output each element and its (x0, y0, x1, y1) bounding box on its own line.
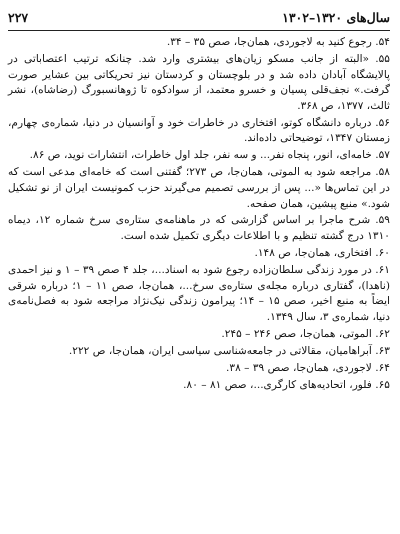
endnote: ۵۸. مراجعه شود به الموتی، همان‌جا، ص ۲۷۳؛ گفتنی است که خامه‌ای مدعی است که در این تماس‌ها «... پس از بررسی تصمیم می‌گیرند حزب کمونیست ایران از نو تشکیل شود.» منبع پیشین، همان صفحه. (8, 166, 390, 210)
endnote-text: «البته از جانب مسکو زیان‌های بیشتری وارد شد. چنانکه ترتیب اعتصاباتی در پالایشگاه آبادان داده شد و در بلوچستان و کردستان نیز تحریکاتی بین عشایر صورت گرفت.» نجف‌قلی پسیان و خسرو معتمد، از سوادکوه تا ژوهانسبورگ (رضاشاه)، نشر ثالث، ۱۳۷۷، ص ۳۶۸. (8, 52, 390, 112)
endnotes-list (8, 35, 390, 393)
endnote: ۶۱. در مورد زندگی سلطان‌زاده رجوع شود به اسناد...، جلد ۴ صص ۳۹ – ۱ و نیز احمدی (ناهدا)، گفتاری درباره مجله‌ی ستاره‌ی سرخ...، همان‌جا، صص ۱۱ – ۱؛ درباره شرقی ایضاً به منبع اخیر، صص ۱۵ – ۱۴؛ پیرامون زندگی نیک‌نژاد مراجعه شود به فصل‌نامه‌ی دنیا، شماره‌ی ۳، سال ۱۳۴۹. (8, 264, 390, 323)
endnote-text: مراجعه شود به الموتی، همان‌جا، ص ۲۷۳؛ گفتنی است که خامه‌ای مدعی است که در این تماس‌ها «... پس از بررسی تصمیم می‌گیرند حزب کمونیست ایران از نو تشکیل شود.» منبع پیشین، همان صفحه. (8, 166, 390, 210)
endnote-text: فلور، اتحادیه‌های کارگری...، صص ۸۱ – ۸۰. (183, 378, 372, 391)
page-header (8, 0, 390, 31)
endnote-number: ۵۴ (378, 36, 390, 48)
endnote: ۵۷. خامه‌ای، انور، پنجاه نفر... و سه نفر، جلد اول خاطرات، انتشارات نوید، ص ۸۶. (29, 149, 390, 162)
endnote-text: افتخاری، همان‌جا، ص ۱۴۸. (254, 247, 372, 260)
endnote-number: ۵۵ (378, 52, 390, 65)
endnote-number: ۵۹ (378, 214, 390, 227)
endnote-number: ۶۵ (378, 378, 390, 391)
page-number: ۲۲۷ (8, 9, 29, 25)
endnote: ۶۲. الموتی، همان‌جا، صص ۲۴۶ – ۲۴۵. (221, 327, 390, 340)
endnote: ۵۴. رجوع کنید به لاجوردی، همان‌جا، صص ۳۵ – ۳۴. (166, 36, 390, 48)
endnote-number: ۶۰ (378, 247, 390, 260)
endnote-number: ۵۶ (378, 116, 390, 129)
endnote-text: آبراهامیان، مقالاتی در جامعه‌شناسی سیاسی ایران، همان‌جا، ص ۲۲۲. (68, 344, 372, 357)
endnote: ۶۴. لاجوردی، همان‌جا، صص ۳۹ – ۳۸. (226, 361, 390, 374)
endnote-text: شرح ماجرا بر اساس گزارشی که در ماهنامه‌ی ستاره‌ی سرخ شماره ۱۲، دیماه ۱۳۱۰ درج گشته تنظیم و با اطلاعات دیگری تکمیل شده است. (8, 214, 390, 243)
endnote: ۶۳. آبراهامیان، مقالاتی در جامعه‌شناسی سیاسی ایران، همان‌جا، ص ۲۲۲. (68, 344, 390, 357)
endnote: ۵۹. شرح ماجرا بر اساس گزارشی که در ماهنامه‌ی ستاره‌ی سرخ شماره ۱۲، دیماه ۱۳۱۰ درج گشته تنظیم و با اطلاعات دیگری تکمیل شده است. (8, 214, 390, 243)
endnote-text: درباره دانشگاه کوتو، افتخاری در خاطرات خود و آوانسیان در دنیا، شماره‌ی چهارم، زمستان ۱۳۴۷، توضیحاتی داده‌اند. (8, 116, 390, 145)
endnote-number: ۵۸ (378, 166, 390, 179)
endnote: ۵۵. «البته از جانب مسکو زیان‌های بیشتری وارد شد. چنانکه ترتیب اعتصاباتی در پالایشگاه آبادان داده شد و در بلوچستان و کردستان نیز تحریکاتی بین عشایر صورت گرفت.» نجف‌قلی پسیان و خسرو معتمد، از سوادکوه تا ژوهانسبورگ (رضاشاه)، نشر ثالث، ۱۳۷۷، ص ۳۶۸. (8, 52, 390, 112)
endnote-text: رجوع کنید به لاجوردی، همان‌جا، صص ۳۵ – ۳۴. (166, 36, 372, 48)
endnote-number: ۶۴ (378, 361, 390, 374)
running-title: سال‌های ۱۳۲۰–۱۳۰۲ (282, 9, 390, 25)
endnote: ۶۰. افتخاری، همان‌جا، ص ۱۴۸. (254, 247, 390, 260)
endnote-text: لاجوردی، همان‌جا، صص ۳۹ – ۳۸. (226, 361, 372, 374)
endnote-number: ۶۱ (378, 264, 390, 277)
endnote-text: الموتی، همان‌جا، صص ۲۴۶ – ۲۴۵. (221, 327, 372, 340)
endnote-number: ۵۷ (378, 149, 390, 162)
endnote-text: در مورد زندگی سلطان‌زاده رجوع شود به اسناد...، جلد ۴ صص ۳۹ – ۱ و نیز احمدی (ناهدا)، گفتاری درباره مجله‌ی ستاره‌ی سرخ...، همان‌جا، صص ۱۱ – ۱؛ درباره شرقی ایضاً به منبع اخیر، صص ۱۵ – ۱۴؛ پیرامون زندگی نیک‌نژاد مراجعه شود به فصل‌نامه‌ی دنیا، شماره‌ی ۳، سال ۱۳۴۹. (8, 264, 390, 323)
endnote-number: ۶۲ (378, 327, 390, 340)
endnote-number: ۶۳ (378, 344, 390, 357)
endnote-text: خامه‌ای، انور، پنجاه نفر... و سه نفر، جلد اول خاطرات، انتشارات نوید، ص ۸۶. (29, 149, 372, 162)
endnote: ۶۵. فلور، اتحادیه‌های کارگری...، صص ۸۱ – ۸۰. (183, 378, 390, 391)
endnote: ۵۶. درباره دانشگاه کوتو، افتخاری در خاطرات خود و آوانسیان در دنیا، شماره‌ی چهارم، زمستان ۱۳۴۷، توضیحاتی داده‌اند. (8, 116, 390, 145)
